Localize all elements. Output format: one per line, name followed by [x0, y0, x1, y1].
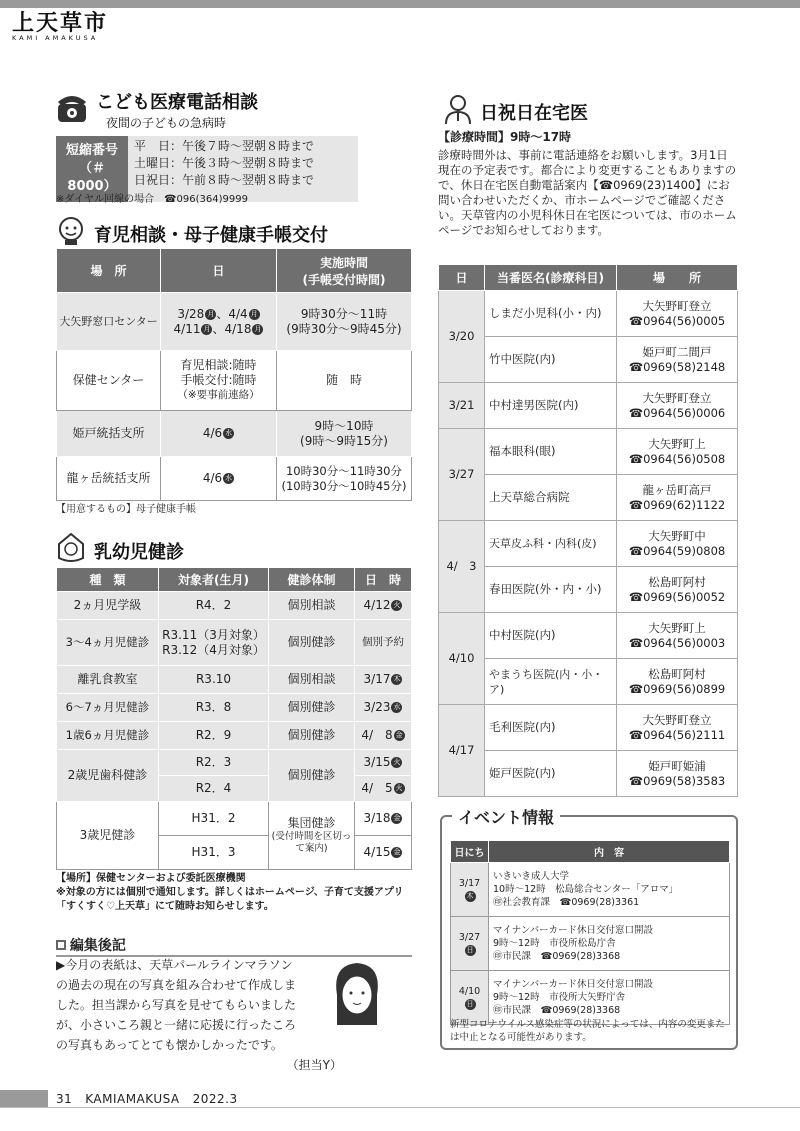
table-row: [57, 694, 412, 722]
table-row: [57, 293, 412, 351]
text-cell: 木: [393, 675, 401, 683]
text-cell: 金: [393, 814, 401, 822]
ikuji-note: 【用意するもの】母子健康手帳: [56, 504, 196, 515]
text-cell: R3.12（4月対象）: [162, 642, 265, 657]
text-cell: 月: [203, 324, 211, 333]
text-cell: 金: [393, 848, 401, 856]
time-cell: [277, 411, 412, 457]
phone-section-title: [56, 88, 258, 131]
nyuyoji-table: [56, 567, 412, 870]
text-cell: 3/18: [363, 811, 391, 825]
table-row: [439, 705, 738, 751]
table-cell: [617, 751, 738, 797]
text-cell: 4/18: [224, 321, 252, 336]
text-cell: 4/10: [458, 985, 481, 997]
text-cell: 大矢野町登立: [642, 390, 712, 405]
top-bar: [0, 0, 800, 8]
table-cell: [617, 705, 738, 751]
text-cell: 大矢野町中: [648, 528, 706, 543]
text-cell: マイナンバーカード休日交付窓口開設: [493, 979, 653, 990]
table-row: [57, 722, 412, 750]
text-cell: 3/28: [177, 306, 205, 321]
text-cell: R3.10: [159, 666, 269, 694]
table-row: [439, 613, 738, 659]
text-cell: 中村達男医院(内): [485, 383, 617, 429]
text-cell: ☎0969(58)3583: [628, 773, 726, 788]
text-cell: ☎0969(56)0899: [628, 681, 726, 696]
table-row: [57, 620, 412, 666]
text-cell: やまうち医院(内・小・ア): [485, 659, 617, 705]
nyuyoji-section-title: [56, 532, 184, 569]
text-cell: 毛利医院(内): [485, 705, 617, 751]
footer-bar: [0, 1090, 48, 1108]
text-cell: (9時30分～9時45分): [286, 321, 402, 336]
text-cell: 月: [250, 309, 258, 318]
text-cell: (受付時間を区切って案内): [271, 831, 352, 854]
text-cell: 3/21: [439, 383, 485, 429]
text-cell: 4/4: [228, 306, 248, 321]
text-cell: 中村医院(内): [485, 613, 617, 659]
text-cell: 火: [393, 601, 401, 609]
table-cell: [489, 863, 730, 917]
th-kind: 種 類: [57, 568, 159, 592]
text-cell: R4．2: [159, 592, 269, 620]
text-cell: 個別健診: [269, 750, 355, 802]
text-cell: ㊞市民課 ☎0969(28)3368: [493, 1005, 621, 1016]
ikuji-title: 育児相談・母子健康手帳交付: [94, 224, 328, 246]
text-cell: 3/15: [363, 755, 391, 769]
text-cell: 9時～12時 市役所大矢野庁舎: [493, 992, 626, 1003]
text-cell: ☎0964(56)0006: [628, 405, 726, 420]
text-cell: 10時30分～11時30分: [285, 463, 403, 478]
city-logo: [12, 12, 132, 46]
text-cell: H31．3: [159, 836, 269, 870]
text-cell: 2ヵ月児学級: [57, 592, 159, 620]
th-date: 日にち: [451, 841, 489, 863]
page-number: 31: [56, 1092, 73, 1106]
text-cell: マイナンバーカード休日交付窓口開設: [493, 925, 653, 936]
text-cell: 水: [393, 703, 401, 711]
text-cell: 木: [466, 891, 474, 900]
th-place: 場 所: [617, 265, 738, 291]
text-cell: ☎0969(56)0052: [628, 589, 726, 604]
th-content: 内 容: [489, 841, 730, 863]
text-cell: 4/15: [363, 845, 391, 859]
text-cell: 姫戸町姫浦: [648, 758, 706, 773]
text-cell: 4/10: [439, 613, 485, 705]
text-cell: 火: [393, 758, 401, 766]
text-cell: 月: [207, 309, 215, 318]
text-cell: 育児相談:随時: [180, 358, 257, 372]
text-cell: 個別相談: [269, 592, 355, 620]
text-cell: R3．8: [159, 694, 269, 722]
text-cell: ㊞社会教育課 ☎0969(28)3361: [493, 897, 640, 908]
table-row: [439, 429, 738, 475]
text-cell: 4/11: [173, 321, 201, 336]
text-cell: 3/27: [458, 931, 481, 943]
kyujitsu-section-title: [444, 94, 588, 129]
text-cell: 3/17: [363, 672, 391, 686]
table-cell: [617, 613, 738, 659]
text-cell: 10時～12時 松島総合センター「アロマ」: [493, 884, 679, 895]
text-cell: 4/6: [202, 471, 223, 485]
text-cell: 龍ヶ岳町高戸: [642, 482, 712, 497]
text-cell: 3/17: [458, 877, 481, 889]
th-date: 日 時: [355, 568, 412, 592]
th-target: 対象者(生月): [159, 568, 269, 592]
table-cell: [269, 802, 355, 870]
baby-icon: [56, 216, 86, 251]
text-cell: 福本眼科(眼): [485, 429, 617, 475]
day-cell: [161, 411, 277, 457]
table-cell: [489, 971, 730, 1025]
editor-header: [56, 935, 412, 957]
text-cell: 4/ 3: [439, 521, 485, 613]
th-time: 実施時間 (手帳受付時間): [277, 249, 412, 293]
nyuyoji-note1: 【場所】保健センターおよび委託医療機関: [56, 873, 246, 884]
text-cell: 金: [395, 731, 403, 739]
text-cell: 手帳交付:随時: [180, 373, 257, 387]
text-cell: 9時～12時 市役所松島庁舎: [493, 938, 616, 949]
doctor-icon: [444, 94, 472, 129]
table-cell: [355, 592, 412, 620]
hours-weekday: 平 日：午後７時～翌朝８時まで: [134, 139, 315, 153]
place: 龍ヶ岳統括支所: [57, 457, 161, 501]
time-cell: [277, 457, 412, 501]
footer: [56, 1090, 238, 1108]
text-cell: 大矢野町登立: [642, 712, 712, 727]
hours-saturday: 土曜日：午後３時～翌朝８時まで: [134, 156, 315, 170]
text-cell: 3/20: [439, 291, 485, 383]
text-cell: ☎0969(62)1122: [628, 497, 726, 512]
text-cell: ☎0964(56)0005: [628, 313, 726, 328]
events-note: 新型コロナウイルス感染症等の状況によっては、内容の変更または中止となる可能性があります。: [450, 1019, 725, 1043]
issue-date: 2022.3: [192, 1092, 238, 1106]
table-cell: [617, 475, 738, 521]
table-row: [451, 971, 730, 1025]
text-cell: 水: [225, 429, 233, 437]
th-day: 日: [439, 265, 485, 291]
table-cell: [451, 863, 489, 917]
text-cell: 4/ 5: [361, 781, 393, 795]
text-cell: H31．2: [159, 802, 269, 836]
text-cell: ☎0969(58)2148: [628, 359, 726, 374]
table-cell: [355, 836, 412, 870]
text-cell: 4/6: [202, 426, 223, 440]
text-cell: 月: [254, 324, 262, 333]
table-row: [439, 291, 738, 337]
th-day: 日: [161, 249, 277, 293]
text-cell: 日: [466, 945, 474, 954]
footer-line: [0, 1107, 800, 1108]
text-cell: いきいき成人大学: [493, 871, 570, 882]
table-cell: [159, 620, 269, 666]
table-cell: [355, 750, 412, 776]
text-cell: （※要事前連絡）: [177, 389, 260, 401]
text-cell: 2歳児歯科健診: [57, 750, 159, 802]
events-table: [450, 840, 730, 1025]
table-row: [57, 750, 412, 776]
abbr-label-1: 短縮番号: [65, 143, 118, 158]
text-cell: 大矢野町上: [648, 436, 706, 451]
text-cell: 離乳食教室: [57, 666, 159, 694]
day-cell: [161, 457, 277, 501]
table-row: [439, 521, 738, 567]
kyujitsu-hours: 【診療時間】9時～17時: [438, 130, 572, 144]
text-cell: 9時30分～11時: [300, 306, 388, 321]
kyujitsu-body: 診療時間外は、事前に電話連絡をお願いします。3月1日現在の予定表です。都合により変更することもありますので、休日在宅医自動電話案内【☎0969(23)1400】にお問い合わせいただくか、市ホームページでご確認ください。天草管内の小児科休日在宅医については、市のホームページでお知らせしております。: [438, 148, 737, 237]
text-cell: R2．9: [159, 722, 269, 750]
text-cell: ☎0964(56)2111: [628, 727, 726, 742]
nyuyoji-notes: [56, 872, 412, 914]
table-cell: [617, 429, 738, 475]
text-cell: 3歳児健診: [57, 802, 159, 870]
text-cell: (9時～9時15分): [300, 433, 388, 448]
logo-text: 上天草市: [12, 11, 109, 36]
table-cell: [451, 971, 489, 1025]
text-cell: 1歳6ヵ月児健診: [57, 722, 159, 750]
editor-body: [56, 955, 412, 1075]
text-cell: 4/ 8: [361, 728, 393, 742]
text-cell: 大矢野町上: [648, 620, 706, 635]
table-cell: [617, 567, 738, 613]
text-cell: 春田医院(外・内・小): [485, 567, 617, 613]
text-cell: しまだ小児科(小・内): [485, 291, 617, 337]
table-row: [57, 802, 412, 836]
table-row: [451, 863, 730, 917]
text-cell: 天草皮ふ科・内科(皮): [485, 521, 617, 567]
table-cell: [355, 666, 412, 694]
text-cell: 4/17: [439, 705, 485, 797]
text-cell: 4/12: [363, 598, 391, 612]
logo-roman: KAMI AMAKUSA: [12, 34, 99, 42]
text-cell: 大矢野町登立: [642, 298, 712, 313]
text-cell: 3/27: [439, 429, 485, 521]
editor-sign: （担当Y）: [286, 1058, 342, 1072]
table-cell: [617, 521, 738, 567]
nyuyoji-note2: ※対象の方には個別で通知します。詳しくはホームページ、子育て支援アプリ「すくすく♡上天草」にて随時お知らせします。: [56, 887, 404, 912]
editor-title: 編集後記: [69, 938, 126, 954]
person-illustration: [322, 955, 412, 1045]
day-cell: [161, 351, 277, 411]
table-cell: [355, 802, 412, 836]
place: 大矢野窓口センター: [57, 293, 161, 351]
text-cell: 個別相談: [269, 666, 355, 694]
table-cell: [617, 337, 738, 383]
events-title: イベント情報: [452, 805, 560, 828]
text-cell: R2．4: [159, 776, 269, 802]
text-cell: 6～7ヵ月児健診: [57, 694, 159, 722]
table-row: [439, 383, 738, 429]
ikuji-table: [56, 248, 412, 501]
th-system: 健診体制: [269, 568, 355, 592]
place: 姫戸統括支所: [57, 411, 161, 457]
text-cell: (10時30分～10時45分): [281, 478, 407, 493]
phone-subtitle: 夜間の子どもの急病時: [106, 116, 227, 130]
table-row: [57, 351, 412, 411]
th-doctor: 当番医名(診療科目): [485, 265, 617, 291]
place: 保健センター: [57, 351, 161, 411]
table-row: [57, 666, 412, 694]
abbr-label-2: （＃ 8000）: [67, 161, 117, 194]
text-cell: 個別健診: [269, 722, 355, 750]
text-cell: ☎0964(59)0808: [628, 543, 726, 558]
text-cell: ☎0964(56)0003: [628, 635, 726, 650]
kyujitsu-table: [438, 264, 738, 797]
table-row: [451, 917, 730, 971]
text-cell: 個別健診: [269, 694, 355, 722]
table-cell: [617, 659, 738, 705]
table-row: [57, 411, 412, 457]
text-cell: 個別予約: [355, 620, 412, 666]
table-row: [57, 592, 412, 620]
text-cell: 火: [395, 784, 403, 792]
text-cell: 松島町阿村: [648, 574, 706, 589]
table-cell: [451, 917, 489, 971]
text-cell: 9時～10時: [314, 418, 374, 433]
table-cell: [617, 291, 738, 337]
text-cell: 3～4ヵ月児健診: [57, 620, 159, 666]
magazine-name: KAMIAMAKUSA: [85, 1092, 180, 1106]
text-cell: 姫戸医院(内): [485, 751, 617, 797]
ikuji-section-title: [56, 216, 328, 251]
table-cell: [489, 917, 730, 971]
time-cell: [277, 293, 412, 351]
editor-text: ▶今月の表紙は、天草パールラインマラソンの過去の現在の写真を組み合わせて作成しました。担当課から写真を見せてもらいましたが、小さいころ親と一緒に応援に行ったころの写真もあってとても懐かしかったです。: [56, 958, 297, 1052]
kyujitsu-title: 日祝日在宅医: [480, 102, 588, 124]
time-cell: 随 時: [277, 351, 412, 411]
telephone-icon: [56, 90, 88, 129]
hours-holiday: 日祝日：午前８時～翌朝８時まで: [134, 173, 315, 187]
th-place: 場 所: [57, 249, 161, 293]
text-cell: ☎0964(56)0508: [628, 451, 726, 466]
text-cell: 姫戸町二間戸: [642, 344, 712, 359]
text-cell: 水: [225, 474, 233, 482]
table-cell: [355, 776, 412, 802]
table-cell: [355, 694, 412, 722]
text-cell: 個別健診: [269, 620, 355, 666]
dial-note: ※ダイヤル回線の場合 ☎096(364)9999: [56, 194, 248, 205]
table-row: [57, 457, 412, 501]
text-cell: 上天草総合病院: [485, 475, 617, 521]
text-cell: ㊞市民課 ☎0969(28)3368: [493, 951, 621, 962]
table-cell: [355, 722, 412, 750]
text-cell: 日: [466, 999, 474, 1008]
infant-icon: [56, 532, 86, 569]
text-cell: 竹中医院(内): [485, 337, 617, 383]
table-cell: [617, 383, 738, 429]
nyuyoji-title: 乳幼児健診: [94, 541, 184, 563]
square-icon: [56, 940, 66, 950]
text-cell: 松島町阿村: [648, 666, 706, 681]
text-cell: 3/23: [363, 700, 391, 714]
day-cell: 3/28 月 、4/4 月 4/11 月 、4/18 月: [161, 293, 277, 351]
text-cell: 集団健診: [287, 816, 336, 830]
text-cell: R3.11（3月対象）: [162, 627, 265, 642]
phone-title: こども医療電話相談: [96, 92, 258, 113]
text-cell: R2．3: [159, 750, 269, 776]
